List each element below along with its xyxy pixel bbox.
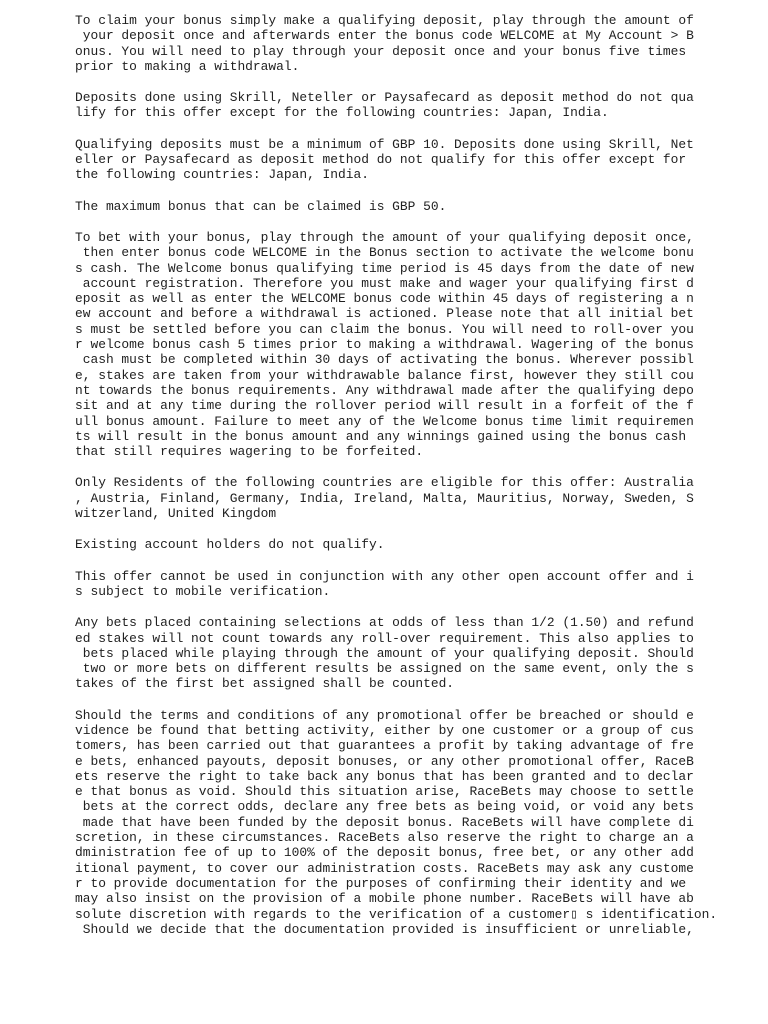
text-line: eller or Paysafecard as deposit method do not qualify for this offer except for	[75, 152, 687, 168]
text-line: then enter bonus code WELCOME in the Bonus section to activate the welcome bonu	[75, 245, 694, 261]
text-line: e, stakes are taken from your withdrawable balance first, however they still cou	[75, 367, 694, 383]
text-line: To bet with your bonus, play through the amount of your qualifying deposit once,	[75, 229, 694, 245]
text-line: solute discretion with regards to the verification of a customer▯ s identification.	[75, 906, 718, 922]
text-line: scretion, in these circumstances. RaceBets also reserve the right to charge an a	[75, 830, 694, 846]
text-line: tomers, has been carried out that guarantees a profit by taking advantage of fre	[75, 738, 694, 754]
text-line: prior to making a withdrawal.	[75, 58, 300, 74]
text-line: e that bonus as void. Should this situation arise, RaceBets may choose to settle	[75, 784, 694, 800]
text-line: made that have been funded by the deposit bonus. RaceBets will have complete di	[75, 814, 694, 830]
text-line: r to provide documentation for the purposes of confirming their identity and we	[75, 875, 687, 891]
paragraph-wagering-rules	[75, 230, 755, 459]
text-line: sit and at any time during the rollover period will result in a forfeit of the f	[75, 398, 694, 414]
text-line: onus. You will need to play through your deposit once and your bonus five times	[75, 43, 687, 59]
text-line: witzerland, United Kingdom	[75, 506, 277, 522]
text-line: may also insist on the provision of a mobile phone number. RaceBets will have ab	[75, 891, 694, 907]
text-line: that still requires wagering to be forfeited.	[75, 444, 424, 460]
paragraph-claim-bonus	[75, 13, 755, 74]
text-line: Deposits done using Skrill, Neteller or Paysafecard as deposit method do not qua	[75, 90, 694, 106]
text-line: r welcome bonus cash 5 times prior to making a withdrawal. Wagering of the bonus	[75, 337, 694, 353]
text-line: ull bonus amount. Failure to meet any of the Welcome bonus time limit requiremen	[75, 413, 694, 429]
text-line: The maximum bonus that can be claimed is GBP 50.	[75, 198, 447, 214]
text-line: ets reserve the right to take back any bonus that has been granted and to declar	[75, 768, 694, 784]
text-line: cash must be completed within 30 days of activating the bonus. Wherever possibl	[75, 352, 694, 368]
paragraph-eligible-countries	[75, 475, 755, 521]
text-line: Any bets placed containing selections at odds of less than 1/2 (1.50) and refund	[75, 615, 694, 631]
text-line: This offer cannot be used in conjunction with any other open account offer and i	[75, 568, 694, 584]
text-line: bets placed while playing through the amount of your qualifying deposit. Should	[75, 645, 694, 661]
text-line: Qualifying deposits must be a minimum of GBP 10. Deposits done using Skrill, Net	[75, 136, 694, 152]
text-line: eposit as well as enter the WELCOME bonus code within 45 days of registering a n	[75, 291, 694, 307]
text-line: lify for this offer except for the following countries: Japan, India.	[75, 105, 609, 121]
text-line: ed stakes will not count towards any roll-over requirement. This also applies to	[75, 630, 694, 646]
text-line: s cash. The Welcome bonus qualifying time period is 45 days from the date of new	[75, 260, 694, 276]
text-line: vidence be found that betting activity, either by one customer or a group of cus	[75, 722, 694, 738]
text-line: e bets, enhanced payouts, deposit bonuses, or any other promotional offer, RaceB	[75, 753, 694, 769]
text-line: ts will result in the bonus amount and any winnings gained using the bonus cash	[75, 428, 687, 444]
terms-document	[75, 13, 755, 953]
text-line: s must be settled before you can claim the bonus. You will need to roll-over you	[75, 321, 694, 337]
paragraph-existing-accounts	[75, 537, 755, 552]
text-line: takes of the first bet assigned shall be counted.	[75, 676, 455, 692]
text-line: itional payment, to cover our administration costs. RaceBets may ask any custome	[75, 860, 694, 876]
paragraph-breach-terms	[75, 708, 755, 937]
text-line: , Austria, Finland, Germany, India, Ireland, Malta, Mauritius, Norway, Sweden, S	[75, 490, 694, 506]
text-line: s subject to mobile verification.	[75, 583, 331, 599]
text-line: bets at the correct odds, declare any free bets as being void, or void any bets	[75, 799, 694, 815]
text-line: Existing account holders do not qualify.	[75, 537, 385, 553]
text-line: To claim your bonus simply make a qualifying deposit, play through the amount of	[75, 13, 694, 28]
text-line: account registration. Therefore you must make and wager your qualifying first d	[75, 275, 694, 291]
paragraph-odds-requirement	[75, 615, 755, 691]
paragraph-deposit-methods	[75, 90, 755, 121]
paragraph-maximum-bonus	[75, 199, 755, 214]
text-line: your deposit once and afterwards enter the bonus code WELCOME at My Account > B	[75, 28, 694, 44]
text-line: Only Residents of the following countries are eligible for this offer: Australia	[75, 475, 694, 491]
text-line: Should the terms and conditions of any promotional offer be breached or should e	[75, 707, 694, 723]
paragraph-conjunction	[75, 569, 755, 600]
paragraph-minimum-deposit	[75, 137, 755, 183]
text-line: Should we decide that the documentation provided is insufficient or unreliable,	[75, 921, 694, 937]
text-line: the following countries: Japan, India.	[75, 167, 369, 183]
text-line: dministration fee of up to 100% of the deposit bonus, free bet, or any other add	[75, 845, 694, 861]
text-line: two or more bets on different results be assigned on the same event, only the s	[75, 661, 694, 677]
text-line: nt towards the bonus requirements. Any withdrawal made after the qualifying depo	[75, 382, 694, 398]
text-line: ew account and before a withdrawal is actioned. Please note that all initial bet	[75, 306, 694, 322]
